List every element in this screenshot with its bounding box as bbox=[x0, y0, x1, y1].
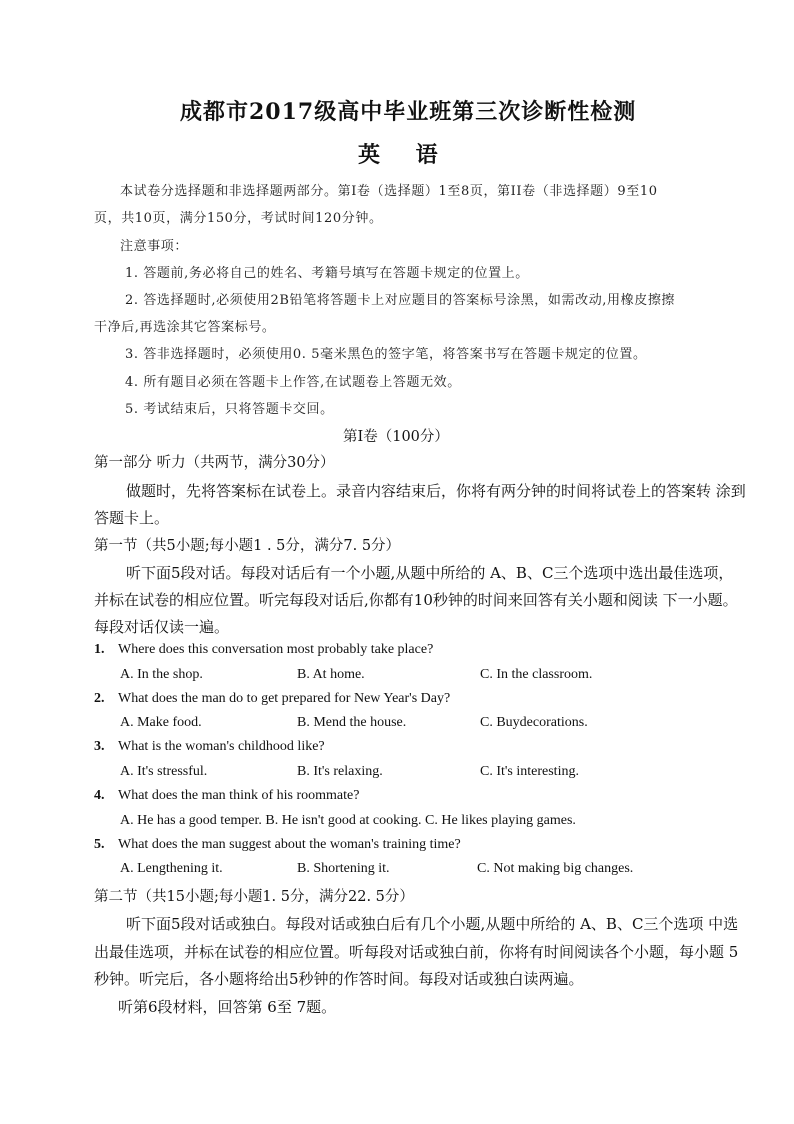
part1-desc-line-2: 答题卡上。 bbox=[94, 509, 170, 527]
option-a: A. Lengthening it. bbox=[120, 861, 223, 876]
notice-item-4: 4. 所有题目必须在答题卡上作答,在试题卷上答题无效。 bbox=[125, 375, 461, 390]
option-c: C. In the classroom. bbox=[480, 667, 593, 682]
question-text: What does the man suggest about the woman's training time? bbox=[118, 837, 461, 852]
option-b: B. It's relaxing. bbox=[297, 764, 383, 779]
volume-title: 第Ⅰ卷（100分） bbox=[343, 429, 449, 445]
part1-desc-line-1: 做题时，先将答案标在试卷上。录音内容结束后，你将有两分钟的时间将试卷上的答案转 涂到 bbox=[126, 482, 746, 500]
question-number: 3. bbox=[94, 739, 105, 754]
intro-line-2: 页，共10页，满分150分，考试时间120分钟。 bbox=[94, 211, 383, 226]
part1-heading: 第一部分 听力（共两节，满分30分） bbox=[94, 455, 335, 471]
subject-title: 英 语 bbox=[358, 142, 452, 168]
notice-title: 注意事项： bbox=[120, 239, 189, 254]
section1-heading: 第一节（共5小题;每小题1 . 5分，满分7. 5分） bbox=[94, 538, 401, 554]
intro-line-1: 本试卷分选择题和非选择题两部分。第Ⅰ卷（选择题）1至8页，第II卷（非选择题）9至10 bbox=[120, 184, 658, 199]
option-a: A. In the shop. bbox=[120, 667, 203, 682]
section2-material: 听第6段材料，回答第 6至 7题。 bbox=[118, 998, 337, 1016]
question-text: What is the woman's childhood like? bbox=[118, 739, 325, 754]
section2-desc-line-2: 出最佳选项，并标在试卷的相应位置。听每段对话或独白前，你将有时间阅读各个小题，每小题 5 bbox=[94, 943, 739, 961]
question-text: Where does this conversation most probably take place? bbox=[118, 642, 434, 657]
question-number: 4. bbox=[94, 788, 105, 803]
options-combined: A. He has a good temper. B. He isn't good at cooking. C. He likes playing games. bbox=[120, 813, 576, 828]
question-number: 1. bbox=[94, 642, 105, 657]
notice-item-5: 5. 考试结束后，只将答题卡交回。 bbox=[125, 402, 334, 417]
option-b: B. Mend the house. bbox=[297, 715, 407, 730]
section2-desc-line-1: 听下面5段对话或独白。每段对话或独白后有几个小题,从题中所给的 A、B、C三个选项 中选 bbox=[126, 915, 739, 933]
section1-desc-line-3: 每段对话仅读一遍。 bbox=[94, 618, 230, 636]
section2-heading: 第二节（共15小题;每小题1. 5分，满分22. 5分） bbox=[94, 889, 414, 905]
option-a: A. Make food. bbox=[120, 715, 202, 730]
option-b: B. At home. bbox=[297, 667, 365, 682]
exam-title: 成都市2017级高中毕业班第三次诊断性检测 bbox=[180, 99, 637, 125]
option-c: C. Not making big changes. bbox=[477, 861, 634, 876]
notice-item-2-line-1: 2. 答选择题时,必须使用2B铅笔将答题卡上对应题目的答案标号涂黑，如需改动,用橡皮擦擦 bbox=[125, 293, 676, 308]
notice-item-2-line-2: 干净后,再选涂其它答案标号。 bbox=[94, 320, 276, 335]
question-text: What does the man think of his roommate? bbox=[118, 788, 360, 803]
option-c: C. It's interesting. bbox=[480, 764, 579, 779]
question-number: 2. bbox=[94, 691, 105, 706]
notice-item-3: 3. 答非选择题时，必须使用0. 5毫米黑色的签字笔，将答案书写在答题卡规定的位置。 bbox=[125, 347, 647, 362]
option-b: B. Shortening it. bbox=[297, 861, 390, 876]
section1-desc-line-1: 听下面5段对话。每段对话后有一个小题,从题中所给的 A、B、C三个选项中选出最佳选项， bbox=[126, 564, 734, 582]
question-number: 5. bbox=[94, 837, 105, 852]
option-c: C. Buydecorations. bbox=[480, 715, 588, 730]
question-text: What does the man do to get prepared for New Year's Day? bbox=[118, 691, 451, 706]
option-a: A. It's stressful. bbox=[120, 764, 208, 779]
section2-desc-line-3: 秒钟。听完后，各小题将给出5秒钟的作答时间。每段对话或独白读两遍。 bbox=[94, 970, 584, 988]
section1-desc-line-2: 并标在试卷的相应位置。听完每段对话后,你都有10秒钟的时间来回答有关小题和阅读 下一小题。 bbox=[94, 591, 738, 609]
notice-item-1: 1. 答题前,务必将自己的姓名、考籍号填写在答题卡规定的位置上。 bbox=[125, 266, 529, 281]
